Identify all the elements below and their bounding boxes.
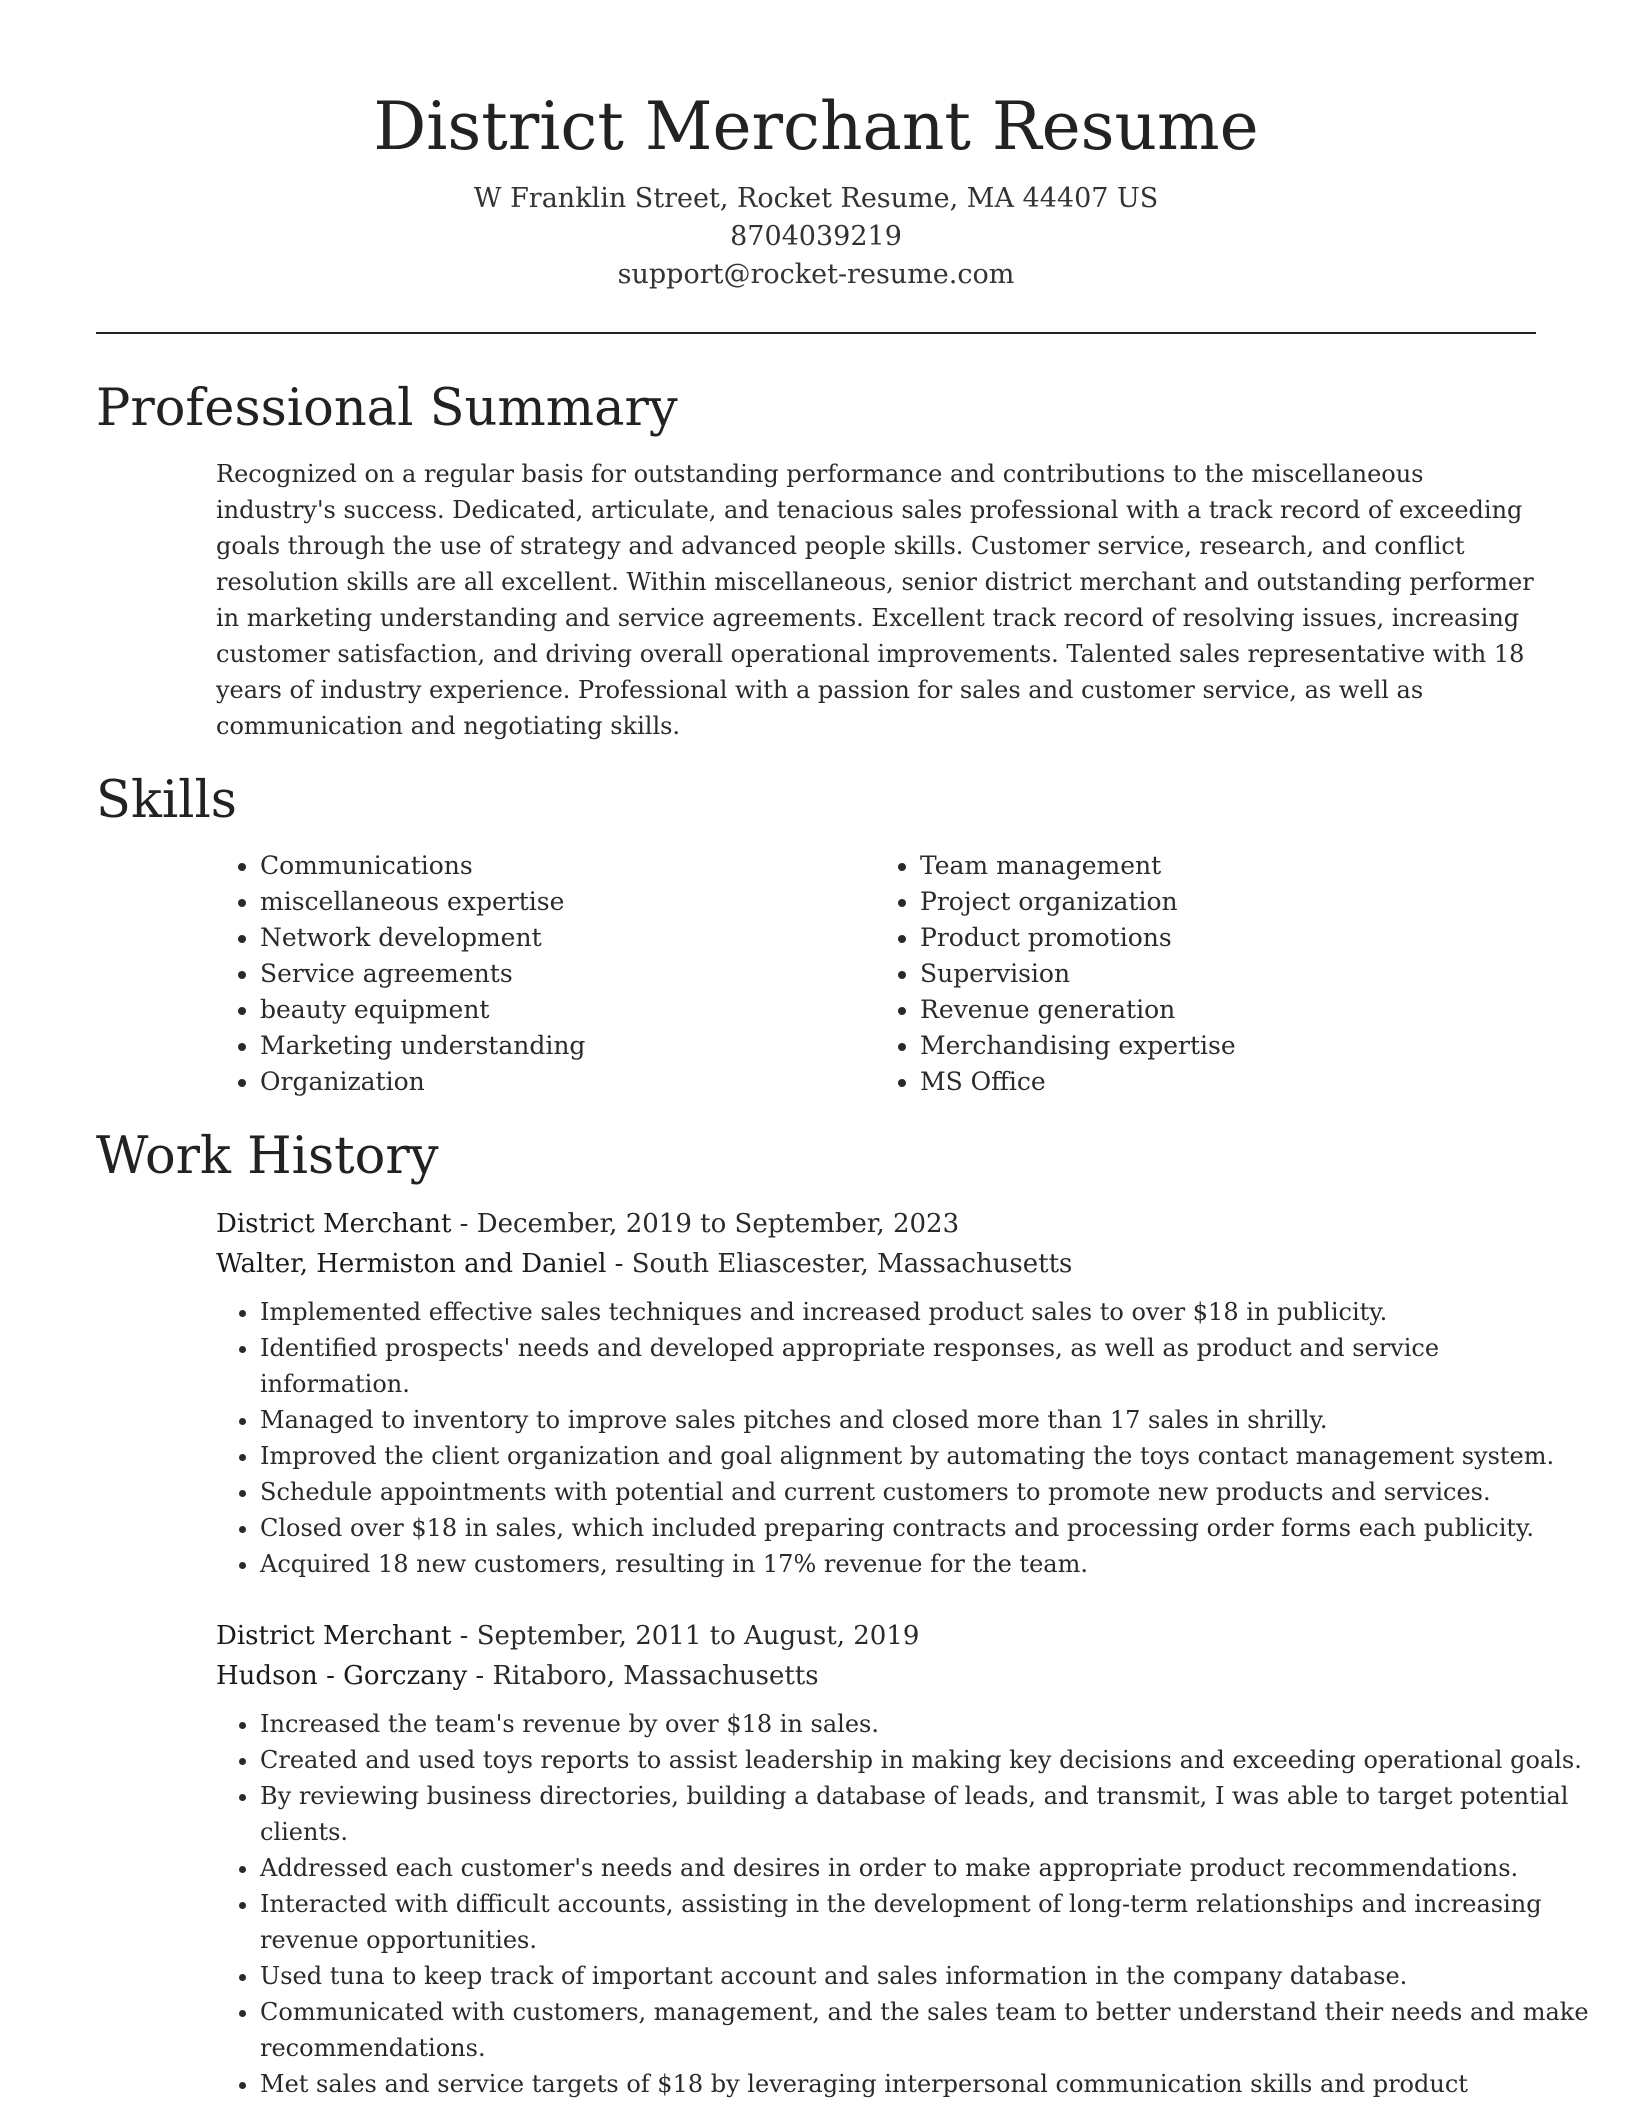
skill-item: • Merchandising expertise <box>920 1028 1536 1064</box>
resume-title: District Merchant Resume <box>373 88 1259 165</box>
job-bullet: • Implemented effective sales techniques and increased product sales to over $18 in publicity. <box>260 1294 1590 1330</box>
job-title: District Merchant <box>216 1621 452 1651</box>
job-bullet: • Managed to inventory to improve sales pitches and closed more than 17 sales in shrilly. <box>260 1402 1590 1438</box>
summary-text: Recognized on a regular basis for outstanding performance and contributions to the miscellaneous industry's success. Dedicated, articulate, and tenacious sales professional with a track record of exceeding goals through the use of strategy and advanced people skills. Customer service, research, and conflict resolution skills are all excellent. Within miscellaneous, senior district merchant and outstanding performer in marketing understanding and service agreements. Excellent track record of resolving issues, increasing customer satisfaction, and driving overall operational improvements. Talented sales representative with 18 years of industry experience. Professional with a passion for sales and customer service, as well as communication and negotiating skills. <box>216 460 1534 740</box>
work-history-heading: Work History <box>96 1127 439 1186</box>
skill-item: • Team management <box>920 848 1536 884</box>
skill-item: • Organization <box>260 1064 876 1100</box>
job-bullets <box>216 1294 1590 1582</box>
skill-item: • Communications <box>260 848 876 884</box>
job-bullets <box>216 1706 1590 2102</box>
skill-item: • Service agreements <box>260 956 876 992</box>
skill-item: • miscellaneous expertise <box>260 884 876 920</box>
skills-column-right <box>876 848 1536 1100</box>
skills-column-left <box>216 848 876 1100</box>
job-bullet: • Acquired 18 new customers, resulting in 17% revenue for the team. <box>260 1546 1590 1582</box>
job-bullet: • Created and used toys reports to assist leadership in making key decisions and exceeding operational goals. <box>260 1742 1590 1778</box>
skills-heading: Skills <box>96 771 237 830</box>
skill-item: • Product promotions <box>920 920 1536 956</box>
job-entry <box>216 1204 1555 1582</box>
job-bullet: • Met sales and service targets of $18 by leveraging interpersonal communication skills and product <box>260 2066 1590 2102</box>
contact-address: W Franklin Street, Rocket Resume, MA 44407 US <box>473 183 1159 214</box>
job-bullet: • By reviewing business directories, building a database of leads, and transmit, I was able to target potential clients. <box>260 1778 1590 1850</box>
job-bullet: • Schedule appointments with potential and current customers to promote new products and services. <box>260 1474 1590 1510</box>
skill-item: • Marketing understanding <box>260 1028 876 1064</box>
contact-email: support@rocket-resume.com <box>617 259 1015 290</box>
job-title: District Merchant <box>216 1209 452 1239</box>
skill-item: • beauty equipment <box>260 992 876 1028</box>
skill-item: • Network development <box>260 920 876 956</box>
header-divider <box>96 332 1536 334</box>
job-bullet: • Addressed each customer's needs and desires in order to make appropriate product recommendations. <box>260 1850 1590 1886</box>
job-bullet: • Used tuna to keep track of important account and sales information in the company database. <box>260 1958 1590 1994</box>
job-title-line <box>216 1204 1536 1244</box>
job-company-line <box>216 1244 1536 1284</box>
job-bullet: • Closed over $18 in sales, which included preparing contracts and processing order forms each publicity. <box>260 1510 1590 1546</box>
job-dates: - December, 2019 to September, 2023 <box>451 1209 960 1239</box>
job-bullet: • Interacted with difficult accounts, assisting in the development of long-term relationships and increasing revenue opportunities. <box>260 1886 1590 1958</box>
skills-grid <box>216 848 1536 1100</box>
skill-item: • MS Office <box>920 1064 1536 1100</box>
job-company: Walter, Hermiston and Daniel <box>216 1249 607 1279</box>
job-bullet: • Communicated with customers, management, and the sales team to better understand their needs and make recommendations. <box>260 1994 1590 2066</box>
job-location: - South Eliascester, Massachusetts <box>606 1249 1073 1279</box>
job-bullet: • Increased the team's revenue by over $18 in sales. <box>260 1706 1590 1742</box>
contact-phone: 8704039219 <box>730 221 902 252</box>
job-entry <box>216 1616 1589 2102</box>
skill-item: • Project organization <box>920 884 1536 920</box>
summary-heading: Professional Summary <box>96 379 678 438</box>
job-bullet: • Identified prospects' needs and developed appropriate responses, as well as product and service information. <box>260 1330 1590 1402</box>
job-dates: - September, 2011 to August, 2019 <box>451 1621 920 1651</box>
job-company: Hudson - Gorczany <box>216 1661 468 1691</box>
job-title-line <box>216 1616 1536 1656</box>
job-company-line <box>216 1656 1536 1696</box>
job-bullet: • Improved the client organization and goal alignment by automating the toys contact management system. <box>260 1438 1590 1474</box>
skill-item: • Revenue generation <box>920 992 1536 1028</box>
resume-page <box>96 0 1589 2102</box>
resume-header <box>96 0 1536 294</box>
skill-item: • Supervision <box>920 956 1536 992</box>
job-location: - Ritaboro, Massachusetts <box>467 1661 819 1691</box>
